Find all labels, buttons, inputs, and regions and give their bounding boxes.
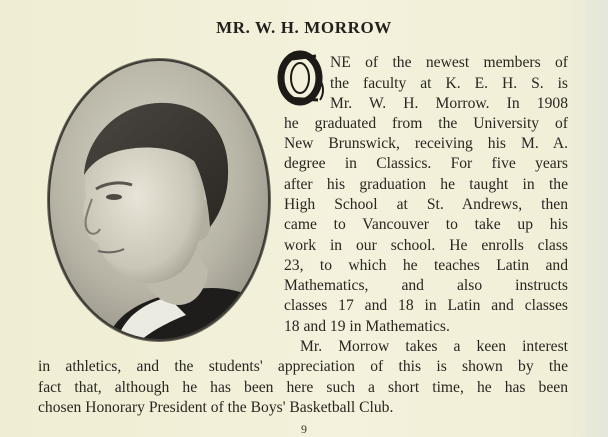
- text-line: 23, to which he teaches Latin and: [284, 257, 568, 274]
- text-line: Mr. Morrow takes a keen interest: [300, 338, 568, 355]
- text-line: came to Vancouver to take up his: [284, 216, 568, 233]
- text-line: degree in Classics. For five years: [284, 155, 568, 172]
- dropcap-letter-o: [276, 50, 326, 106]
- text-line: Mathematics, and also instructs: [284, 277, 568, 294]
- text-line: in athletics, and the students' appreciation of this is shown by the: [38, 358, 568, 375]
- text-line: he graduated from the University of: [284, 115, 568, 132]
- text-line: classes 17 and 18 in Latin and classes: [284, 297, 568, 314]
- text-line: fact that, although he has been here such a short time, he has been: [38, 379, 568, 396]
- text-line: chosen Honorary President of the Boys' Basketball Club.: [38, 399, 394, 416]
- text-line: work in our school. He enrolls class: [284, 237, 568, 254]
- text-line: High School at St. Andrews, then: [284, 196, 568, 213]
- text-line: Mr. W. H. Morrow. In 1908: [330, 95, 568, 112]
- page-title: MR. W. H. MORROW: [216, 18, 392, 37]
- text-line: the faculty at K. E. H. S. is: [330, 75, 568, 92]
- portrait-photo: [46, 57, 272, 343]
- text-line: New Brunswick, receiving his M. A.: [284, 135, 568, 152]
- text-line: NE of the newest members of: [330, 54, 568, 71]
- text-line: 18 and 19 in Mathematics.: [284, 318, 450, 335]
- text-line: after his graduation he taught in the: [284, 176, 568, 193]
- page-number: 9: [301, 422, 307, 436]
